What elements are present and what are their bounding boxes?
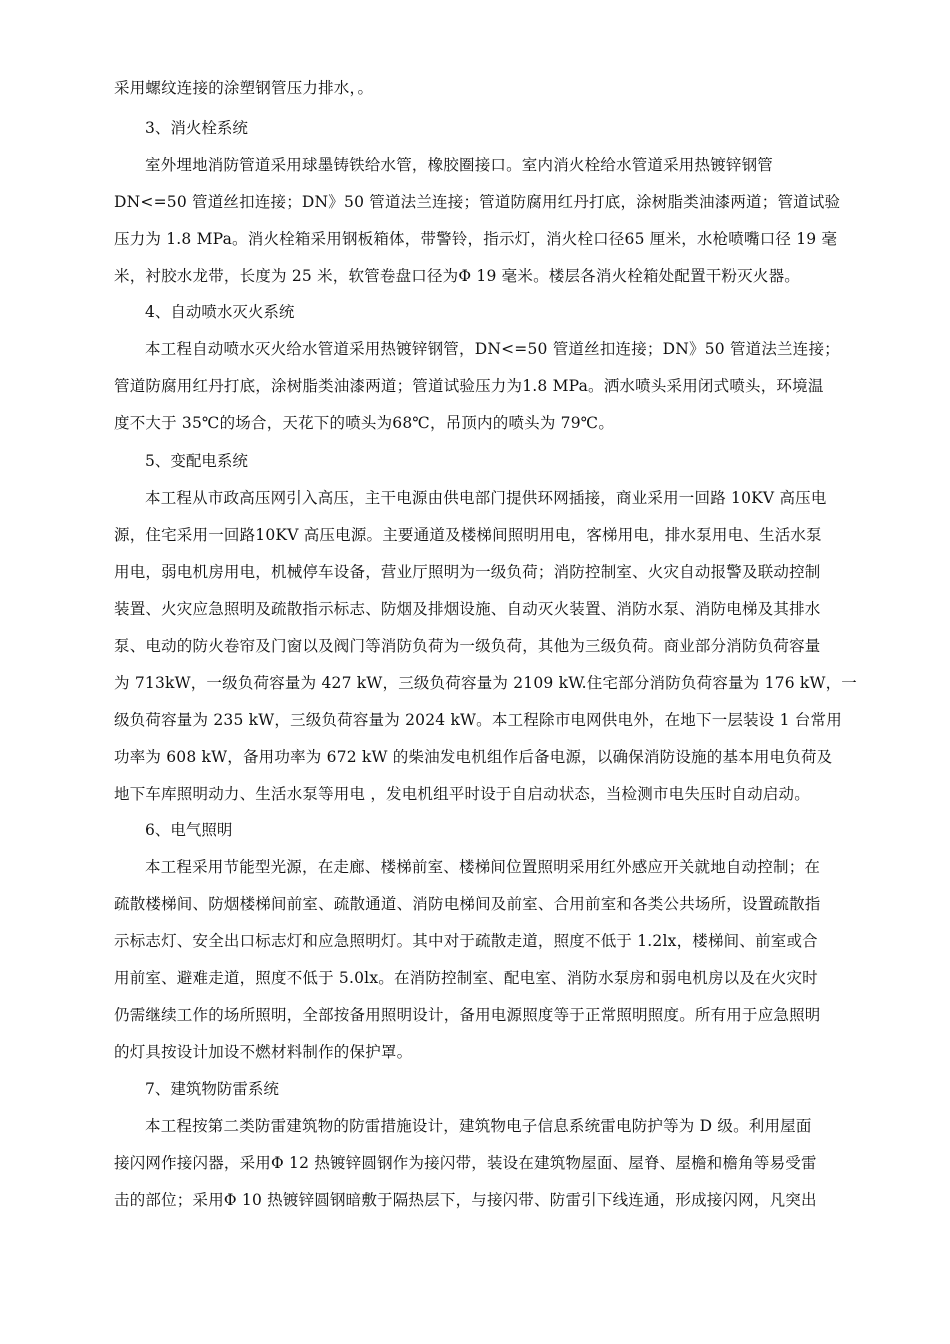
text-line: 仍需继续工作的场所照明，全部按备用照明设计，备用电源照度等于正常照明照度。所有用于应急照明 bbox=[114, 1006, 821, 1024]
text-line: 管道防腐用红丹打底，涂树脂类油漆两道；管道试验压力为1.8 MPa。洒水喷头采用闭式喷头，环境温 bbox=[114, 377, 824, 395]
text-line: 本工程从市政高压网引入高压，主干电源由供电部门提供环网插接，商业采用一回路 10KV 高压电 bbox=[145, 489, 827, 507]
text-line: 压力为 1.8 MPa。消火栓箱采用钢板箱体，带警铃，指示灯，消火栓口径65 厘米，水枪喷嘴口径 19 毫 bbox=[114, 230, 838, 248]
paragraph-hydrant-system bbox=[114, 147, 862, 295]
text-line: 的灯具按设计加设不燃材料制作的保护罩。 bbox=[114, 1043, 413, 1061]
heading-lightning-protection: 7、建筑物防雷系统 bbox=[145, 1080, 279, 1098]
text-line: 本工程按第二类防雷建筑物的防雷措施设计，建筑物电子信息系统雷电防护等为 D 级。利用屋面 bbox=[145, 1117, 812, 1135]
text-line: 疏散楼梯间、防烟楼梯间前室、疏散通道、消防电梯间及前室、合用前室和各类公共场所，设置疏散指 bbox=[114, 895, 821, 913]
text-line: DN<=50 管道丝扣连接；DN》50 管道法兰连接；管道防腐用红丹打底，涂树脂类油漆两道；管道试验 bbox=[114, 193, 841, 211]
text-line: 本工程采用节能型光源，在走廊、楼梯前室、楼梯间位置照明采用红外感应开关就地自动控制；在 bbox=[145, 858, 821, 876]
heading-electrical-lighting: 6、电气照明 bbox=[145, 821, 233, 839]
text-line: 用前室、避难走道，照度不低于 5.0lx。在消防控制室、配电室、消防水泵房和弱电机房以及在火灾时 bbox=[114, 969, 818, 987]
heading-hydrant-system: 3、消火栓系统 bbox=[145, 119, 248, 137]
paragraph-electrical-lighting bbox=[114, 849, 862, 1071]
paragraph-power-distribution bbox=[114, 480, 862, 813]
text-line: 室外埋地消防管道采用球墨铸铁给水管，橡胶圈接口。室内消火栓给水管道采用热镀锌钢管 bbox=[145, 156, 774, 174]
text-line: 用电，弱电机房用电，机械停车设备，营业厅照明为一级负荷；消防控制室、火灾自动报警及联动控制 bbox=[114, 563, 821, 581]
text-line: 击的部位；采用Φ 10 热镀锌圆钢暗敷于隔热层下，与接闪带、防雷引下线连通，形成接闪网，凡突出 bbox=[114, 1191, 817, 1209]
text-line: 泵、电动的防火卷帘及门窗以及阀门等消防负荷为一级负荷，其他为三级负荷。商业部分消防负荷容量 bbox=[114, 637, 821, 655]
heading-power-distribution: 5、变配电系统 bbox=[145, 452, 248, 470]
text-line: 度不大于 35℃的场合，天花下的喷头为68℃，吊顶内的喷头为 79℃。 bbox=[114, 414, 615, 432]
heading-sprinkler-system: 4、自动喷水灭火系统 bbox=[145, 303, 295, 321]
text-line: 接闪网作接闪器，采用Φ 12 热镀锌圆钢作为接闪带，装设在建筑物屋面、屋脊、屋檐和檐角等易受雷 bbox=[114, 1154, 817, 1172]
text-line: 本工程自动喷水灭火给水管道采用热镀锌钢管，DN<=50 管道丝扣连接；DN》50 管道法兰连接； bbox=[145, 340, 840, 358]
paragraph-drainage-continuation bbox=[114, 70, 862, 107]
paragraph-sprinkler-system bbox=[114, 331, 862, 442]
text-line: 米，衬胶水龙带，长度为 25 米，软管卷盘口径为Φ 19 毫米。楼层各消火栓箱处配置干粉灭火器。 bbox=[114, 267, 800, 285]
text-line: 装置、火灾应急照明及疏散指示标志、防烟及排烟设施、自动灭火装置、消防水泵、消防电梯及其排水 bbox=[114, 600, 821, 618]
text-line: 源，住宅采用一回路10KV 高压电源。主要通道及楼梯间照明用电，客梯用电，排水泵用电、生活水泵 bbox=[114, 526, 822, 544]
text-line: 示标志灯、安全出口标志灯和应急照明灯。其中对于疏散走道，照度不低于 1.2lx，楼梯间、前室或合 bbox=[114, 932, 818, 950]
text-line: 为 713kW，一级负荷容量为 427 kW，三级负荷容量为 2109 kW.住宅部分消防负荷容量为 176 kW，一 bbox=[114, 674, 858, 692]
text-line: 功率为 608 kW，备用功率为 672 kW 的柴油发电机组作后备电源，以确保消防设施的基本用电负荷及 bbox=[114, 748, 833, 766]
text-line: 采用螺纹连接的涂塑钢管压力排水，。 bbox=[114, 79, 374, 97]
text-line: 级负荷容量为 235 kW，三级负荷容量为 2024 kW。本工程除市电网供电外，在地下一层装设 1 台常用 bbox=[114, 711, 842, 729]
text-line: 地下车库照明动力、生活水泵等用电 ，发电机组平时设于自启动状态，当检测市电失压时自动启动。 bbox=[114, 785, 810, 803]
paragraph-lightning-protection bbox=[114, 1108, 862, 1219]
